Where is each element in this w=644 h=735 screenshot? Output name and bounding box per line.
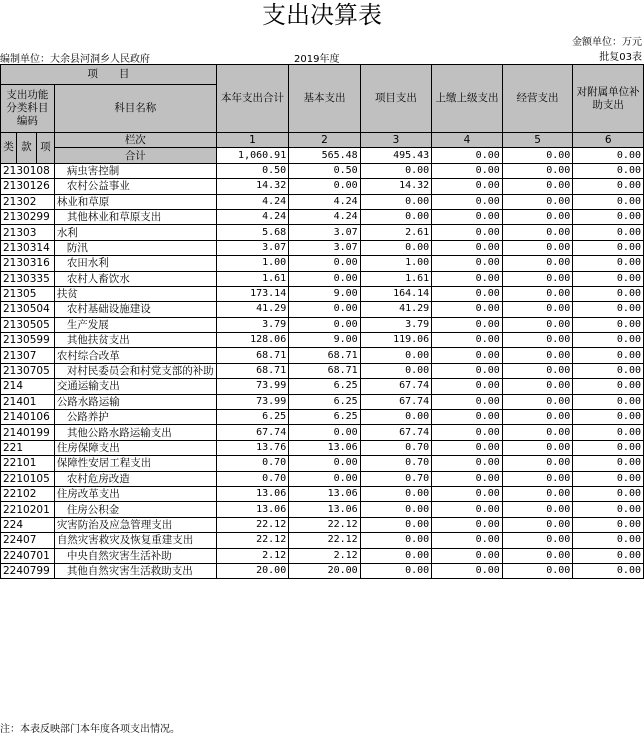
- section-header: 款: [16, 133, 36, 164]
- row-name: 住房保障支出: [54, 440, 216, 455]
- code-col-header: 支出功能分类科目编码: [1, 85, 55, 133]
- col-header-remit: 上缴上级支出: [432, 65, 503, 133]
- row-value: 0.00: [502, 286, 573, 301]
- row-value: 164.14: [360, 286, 431, 301]
- row-value: 41.29: [216, 302, 288, 317]
- row-value: 6.25: [216, 410, 288, 425]
- row-value: 0.00: [432, 533, 503, 548]
- row-value: 0.00: [502, 271, 573, 286]
- row-code: 2240799: [1, 563, 55, 578]
- row-value: 4.24: [216, 209, 288, 224]
- col-header-project: 项目支出: [360, 65, 431, 133]
- row-value: 9.00: [289, 286, 360, 301]
- row-code: 2130299: [1, 209, 55, 224]
- row-code: 2130126: [1, 179, 55, 194]
- table-row: [1, 563, 644, 578]
- row-name: 住房公积金: [54, 502, 216, 517]
- col-header-basic: 基本支出: [289, 65, 360, 133]
- row-name: 病虫害控制: [54, 163, 216, 178]
- row-value: 0.00: [289, 317, 360, 332]
- row-value: 0.00: [573, 363, 644, 378]
- row-value: 0.00: [573, 333, 644, 348]
- table-row: [1, 425, 644, 440]
- kind-header: 类: [1, 133, 17, 164]
- expenditure-table: [0, 64, 644, 579]
- row-value: 0.00: [502, 410, 573, 425]
- form-code: 批复03表: [599, 52, 642, 63]
- row-value: 0.00: [573, 240, 644, 255]
- page-title: 支出决算表: [262, 1, 382, 29]
- row-value: 128.06: [216, 333, 288, 348]
- row-value: 0.00: [573, 410, 644, 425]
- org-label: 编制单位：大余县河洞乡人民政府: [0, 54, 150, 65]
- row-value: 6.25: [289, 410, 360, 425]
- row-value: 13.06: [216, 502, 288, 517]
- total-value: 0.00: [432, 148, 503, 163]
- row-value: 0.00: [360, 533, 431, 548]
- row-value: 0.00: [573, 517, 644, 532]
- row-value: 0.00: [360, 410, 431, 425]
- row-value: 0.00: [502, 502, 573, 517]
- table-row: [1, 456, 644, 471]
- row-value: 13.06: [216, 486, 288, 501]
- row-value: 3.07: [289, 240, 360, 255]
- row-code: 224: [1, 517, 55, 532]
- row-code: 2130335: [1, 271, 55, 286]
- row-code: 21307: [1, 348, 55, 363]
- table-row: [1, 394, 644, 409]
- row-value: 0.00: [573, 379, 644, 394]
- table-row: [1, 271, 644, 286]
- row-value: 68.71: [289, 363, 360, 378]
- row-value: 0.00: [502, 256, 573, 271]
- table-row: [1, 410, 644, 425]
- row-value: 0.00: [502, 179, 573, 194]
- row-value: 22.12: [289, 533, 360, 548]
- row-value: 67.74: [360, 379, 431, 394]
- row-name: 保障性安居工程支出: [54, 456, 216, 471]
- row-value: 13.76: [216, 440, 288, 455]
- row-value: 4.24: [216, 194, 288, 209]
- row-value: 0.00: [502, 471, 573, 486]
- table-row: [1, 379, 644, 394]
- row-value: 0.00: [502, 563, 573, 578]
- total-value: 0.00: [573, 148, 644, 163]
- row-code: 2140199: [1, 425, 55, 440]
- row-value: 0.00: [502, 517, 573, 532]
- row-value: 3.79: [360, 317, 431, 332]
- row-name: 农村基础设施建设: [54, 302, 216, 317]
- table-row: [1, 517, 644, 532]
- row-value: 0.00: [502, 333, 573, 348]
- row-value: 0.00: [573, 440, 644, 455]
- row-value: 67.74: [360, 394, 431, 409]
- row-code: 2130316: [1, 256, 55, 271]
- index-label: 栏次: [54, 133, 216, 148]
- row-value: 0.00: [432, 333, 503, 348]
- row-code: 21305: [1, 286, 55, 301]
- table-row: [1, 163, 644, 178]
- table-row: [1, 317, 644, 332]
- row-value: 0.00: [432, 456, 503, 471]
- table-row: [1, 348, 644, 363]
- row-value: 0.00: [289, 256, 360, 271]
- row-value: 14.32: [360, 179, 431, 194]
- row-value: 0.00: [360, 240, 431, 255]
- row-value: 0.00: [289, 179, 360, 194]
- row-code: 22101: [1, 456, 55, 471]
- row-value: 0.00: [573, 486, 644, 501]
- row-value: 0.00: [573, 548, 644, 563]
- row-name: 其他林业和草原支出: [54, 209, 216, 224]
- row-value: 67.74: [216, 425, 288, 440]
- row-value: 0.00: [432, 302, 503, 317]
- row-value: 0.00: [360, 363, 431, 378]
- row-name: 水利: [54, 225, 216, 240]
- table-row: [1, 486, 644, 501]
- row-value: 0.00: [502, 363, 573, 378]
- row-name: 其他公路水路运输支出: [54, 425, 216, 440]
- row-value: 0.00: [502, 486, 573, 501]
- row-code: 21401: [1, 394, 55, 409]
- unit-label: [572, 33, 642, 63]
- footnote: 注：本表反映部门本年度各项支出情况。: [0, 724, 180, 735]
- row-value: 0.70: [216, 471, 288, 486]
- row-name: 农村公益事业: [54, 179, 216, 194]
- row-value: 1.00: [216, 256, 288, 271]
- row-name: 林业和草原: [54, 194, 216, 209]
- row-value: 0.00: [573, 286, 644, 301]
- row-value: 0.00: [432, 256, 503, 271]
- row-value: 0.00: [573, 302, 644, 317]
- row-value: 4.24: [289, 194, 360, 209]
- row-value: 0.00: [502, 225, 573, 240]
- row-value: 0.00: [502, 348, 573, 363]
- row-value: 0.00: [432, 163, 503, 178]
- row-code: 2130505: [1, 317, 55, 332]
- row-code: 21303: [1, 225, 55, 240]
- row-code: 21302: [1, 194, 55, 209]
- table-row: [1, 240, 644, 255]
- row-value: 22.12: [216, 517, 288, 532]
- row-value: 0.00: [502, 194, 573, 209]
- row-value: 68.71: [289, 348, 360, 363]
- row-value: 0.00: [432, 548, 503, 563]
- row-value: 0.00: [502, 163, 573, 178]
- row-name: 对村民委员会和村党支部的补助: [54, 363, 216, 378]
- name-col-header: 科目名称: [54, 85, 216, 133]
- year-label: 2019年度: [294, 54, 340, 65]
- row-value: 0.50: [289, 163, 360, 178]
- row-name: 灾害防治及应急管理支出: [54, 517, 216, 532]
- table-row: [1, 440, 644, 455]
- row-value: 0.00: [502, 317, 573, 332]
- row-value: 0.00: [502, 533, 573, 548]
- row-value: 0.00: [432, 440, 503, 455]
- row-value: 6.25: [289, 379, 360, 394]
- table-row: [1, 286, 644, 301]
- row-value: 0.00: [360, 163, 431, 178]
- row-name: 交通运输支出: [54, 379, 216, 394]
- row-value: 1.00: [360, 256, 431, 271]
- row-value: 0.00: [432, 425, 503, 440]
- row-name: 农田水利: [54, 256, 216, 271]
- row-value: 3.07: [289, 225, 360, 240]
- row-value: 0.00: [432, 225, 503, 240]
- row-value: 0.00: [289, 302, 360, 317]
- row-value: 1.61: [216, 271, 288, 286]
- total-value: 1,060.91: [216, 148, 288, 163]
- row-value: 0.00: [432, 271, 503, 286]
- row-value: 0.00: [432, 363, 503, 378]
- row-value: 0.00: [573, 502, 644, 517]
- project-header: 项 目: [1, 65, 217, 85]
- row-name: 住房改革支出: [54, 486, 216, 501]
- row-value: 3.07: [216, 240, 288, 255]
- row-value: 2.12: [289, 548, 360, 563]
- col-num: 2: [289, 133, 360, 148]
- currency-unit: 金额单位：万元: [572, 37, 642, 48]
- row-value: 6.25: [289, 394, 360, 409]
- row-name: 中央自然灾害生活补助: [54, 548, 216, 563]
- row-value: 0.00: [573, 163, 644, 178]
- row-value: 0.00: [360, 348, 431, 363]
- row-value: 0.00: [432, 286, 503, 301]
- row-value: 0.70: [360, 440, 431, 455]
- row-code: 22407: [1, 533, 55, 548]
- total-label: 合计: [54, 148, 216, 163]
- row-value: 0.00: [360, 486, 431, 501]
- table-row: [1, 209, 644, 224]
- table-row: [1, 179, 644, 194]
- row-value: 0.00: [573, 209, 644, 224]
- row-value: 0.00: [573, 225, 644, 240]
- row-value: 119.06: [360, 333, 431, 348]
- row-value: 0.70: [216, 456, 288, 471]
- row-value: 0.00: [360, 517, 431, 532]
- table-body: [1, 163, 644, 579]
- table-row: [1, 194, 644, 209]
- row-value: 0.00: [573, 194, 644, 209]
- row-value: 0.00: [573, 348, 644, 363]
- row-code: 2210201: [1, 502, 55, 517]
- row-value: 0.00: [432, 517, 503, 532]
- table-row: [1, 363, 644, 378]
- col-num: 3: [360, 133, 431, 148]
- col-header-subsidy: 对附属单位补助支出: [573, 65, 644, 133]
- row-name: 农村危房改造: [54, 471, 216, 486]
- row-value: 0.00: [360, 194, 431, 209]
- row-value: 0.00: [502, 425, 573, 440]
- row-value: 0.00: [432, 394, 503, 409]
- row-value: 73.99: [216, 379, 288, 394]
- table-row: [1, 256, 644, 271]
- row-name: 其他自然灾害生活救助支出: [54, 563, 216, 578]
- row-name: 自然灾害救灾及恢复重建支出: [54, 533, 216, 548]
- row-value: 68.71: [216, 348, 288, 363]
- row-value: 0.00: [432, 410, 503, 425]
- row-value: 0.00: [432, 317, 503, 332]
- row-name: 生产发展: [54, 317, 216, 332]
- row-value: 0.00: [432, 209, 503, 224]
- row-value: 0.00: [573, 394, 644, 409]
- row-value: 0.00: [573, 271, 644, 286]
- row-value: 1.61: [360, 271, 431, 286]
- col-header-total: 本年支出合计: [216, 65, 288, 133]
- row-code: 2240701: [1, 548, 55, 563]
- row-value: 0.00: [289, 271, 360, 286]
- total-value: 495.43: [360, 148, 431, 163]
- table-row: [1, 333, 644, 348]
- row-name: 公路水路运输: [54, 394, 216, 409]
- row-value: 0.00: [360, 209, 431, 224]
- row-value: 0.00: [502, 209, 573, 224]
- table-row: [1, 548, 644, 563]
- row-name: 农村综合改革: [54, 348, 216, 363]
- row-value: 4.24: [289, 209, 360, 224]
- row-value: 2.61: [360, 225, 431, 240]
- row-code: 214: [1, 379, 55, 394]
- col-num: 5: [502, 133, 573, 148]
- row-name: 公路养护: [54, 410, 216, 425]
- row-value: 0.00: [502, 394, 573, 409]
- row-value: 0.00: [573, 256, 644, 271]
- table-row: [1, 225, 644, 240]
- row-value: 0.00: [432, 502, 503, 517]
- row-value: 0.70: [360, 456, 431, 471]
- row-value: 0.00: [432, 194, 503, 209]
- row-value: 0.00: [502, 379, 573, 394]
- row-value: 5.68: [216, 225, 288, 240]
- row-value: 20.00: [216, 563, 288, 578]
- row-value: 0.00: [360, 563, 431, 578]
- row-value: 13.06: [289, 486, 360, 501]
- row-value: 0.00: [502, 456, 573, 471]
- row-value: 173.14: [216, 286, 288, 301]
- row-value: 0.00: [573, 563, 644, 578]
- row-value: 0.00: [289, 456, 360, 471]
- table-row: [1, 471, 644, 486]
- row-code: 2130705: [1, 363, 55, 378]
- row-value: 0.00: [289, 425, 360, 440]
- row-code: 221: [1, 440, 55, 455]
- total-value: 565.48: [289, 148, 360, 163]
- row-value: 41.29: [360, 302, 431, 317]
- row-value: 0.00: [573, 471, 644, 486]
- row-value: 0.50: [216, 163, 288, 178]
- row-value: 0.00: [432, 179, 503, 194]
- item-header: 项: [36, 133, 54, 164]
- row-value: 0.00: [573, 456, 644, 471]
- row-value: 0.70: [360, 471, 431, 486]
- row-value: 22.12: [289, 517, 360, 532]
- row-value: 0.00: [573, 425, 644, 440]
- row-value: 0.00: [360, 548, 431, 563]
- row-name: 农村人畜饮水: [54, 271, 216, 286]
- row-code: 2210105: [1, 471, 55, 486]
- row-value: 20.00: [289, 563, 360, 578]
- row-value: 0.00: [432, 240, 503, 255]
- row-value: 68.71: [216, 363, 288, 378]
- row-value: 0.00: [573, 533, 644, 548]
- row-value: 0.00: [432, 471, 503, 486]
- row-name: 其他扶贫支出: [54, 333, 216, 348]
- table-row: [1, 502, 644, 517]
- col-num: 6: [573, 133, 644, 148]
- row-value: 0.00: [289, 471, 360, 486]
- row-value: 73.99: [216, 394, 288, 409]
- row-name: 扶贫: [54, 286, 216, 301]
- row-value: 0.00: [432, 379, 503, 394]
- row-name: 防汛: [54, 240, 216, 255]
- total-value: 0.00: [502, 148, 573, 163]
- row-value: 67.74: [360, 425, 431, 440]
- row-value: 0.00: [360, 502, 431, 517]
- table-row: [1, 302, 644, 317]
- col-num: 1: [216, 133, 288, 148]
- row-code: 22102: [1, 486, 55, 501]
- row-code: 2130599: [1, 333, 55, 348]
- row-value: 2.12: [216, 548, 288, 563]
- row-value: 13.06: [289, 502, 360, 517]
- table-row: [1, 533, 644, 548]
- row-value: 3.79: [216, 317, 288, 332]
- row-value: 0.00: [502, 302, 573, 317]
- row-value: 22.12: [216, 533, 288, 548]
- row-value: 13.06: [289, 440, 360, 455]
- row-value: 0.00: [502, 240, 573, 255]
- row-value: 14.32: [216, 179, 288, 194]
- row-value: 0.00: [432, 348, 503, 363]
- row-value: 0.00: [573, 179, 644, 194]
- row-value: 0.00: [573, 317, 644, 332]
- row-value: 0.00: [502, 440, 573, 455]
- col-num: 4: [432, 133, 503, 148]
- row-code: 2140106: [1, 410, 55, 425]
- row-value: 0.00: [432, 486, 503, 501]
- row-code: 2130314: [1, 240, 55, 255]
- row-value: 9.00: [289, 333, 360, 348]
- row-value: 0.00: [432, 563, 503, 578]
- row-value: 0.00: [502, 548, 573, 563]
- row-code: 2130504: [1, 302, 55, 317]
- row-code: 2130108: [1, 163, 55, 178]
- col-header-operation: 经营支出: [502, 65, 573, 133]
